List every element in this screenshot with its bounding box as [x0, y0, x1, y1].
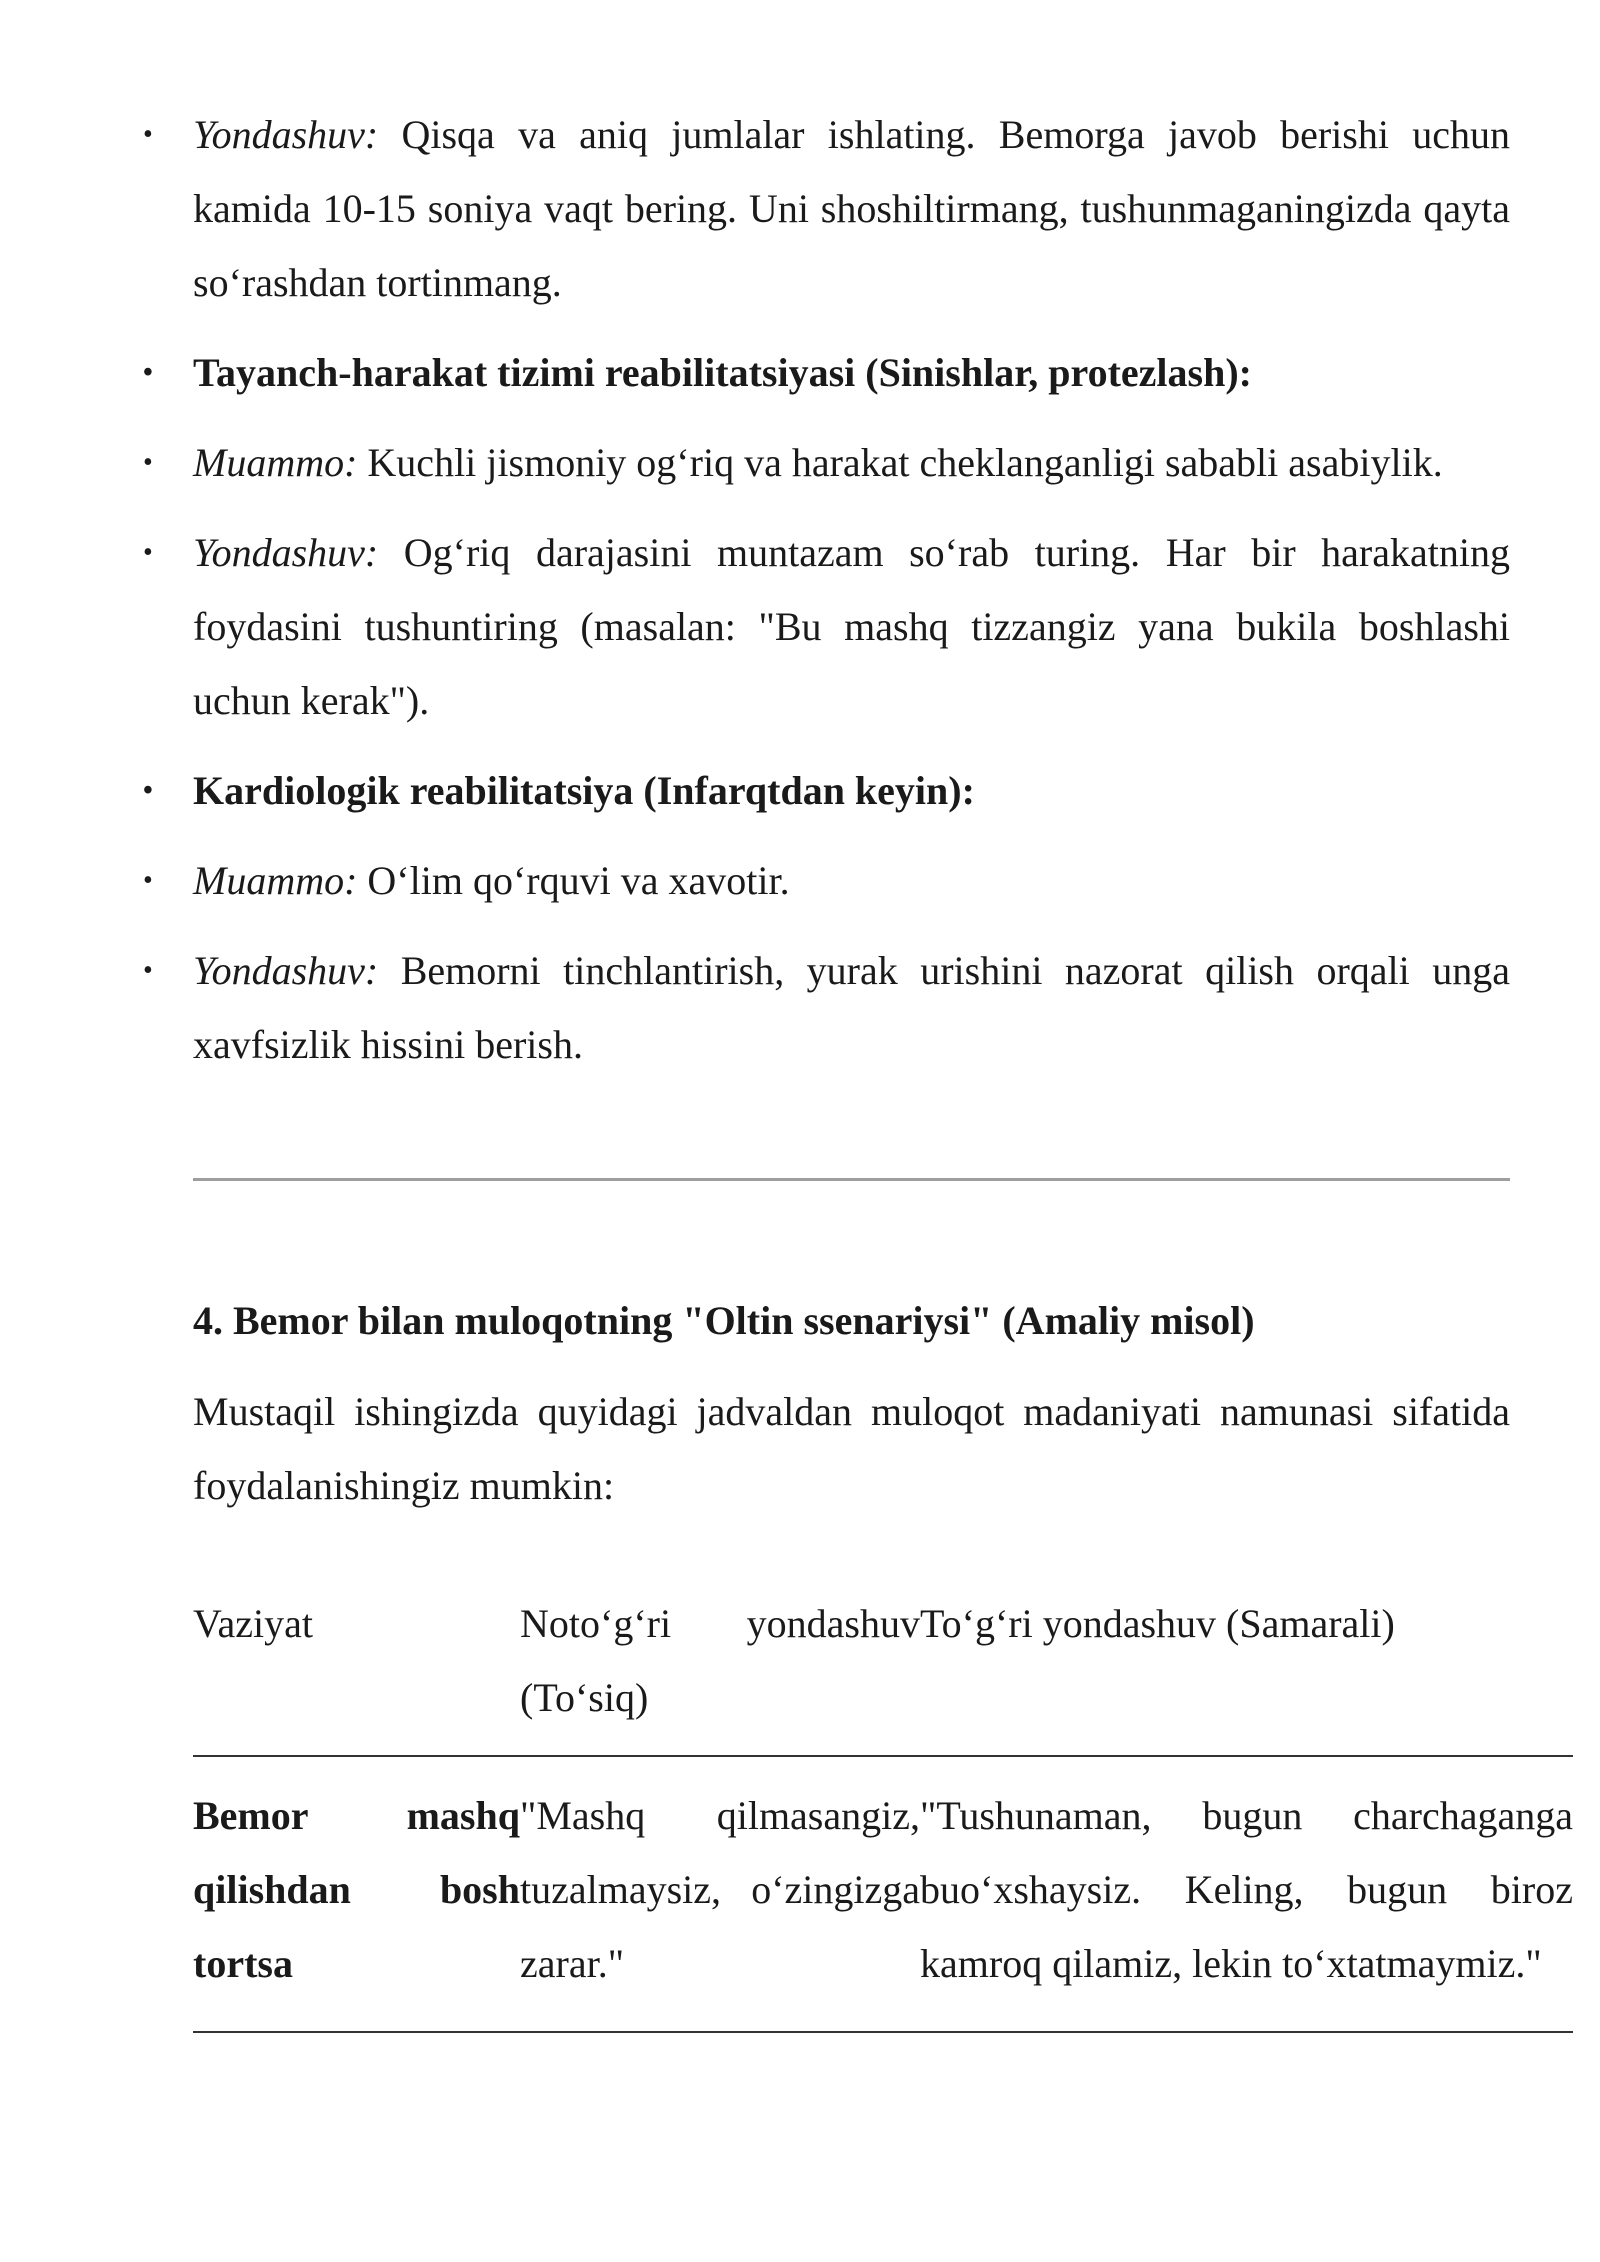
- bullet-text: O‘lim qo‘rquvi va xavotir.: [357, 858, 790, 903]
- bullet-list: [193, 98, 1510, 1098]
- table-cell: "Mashq qilmasangiz, tuzalmaysiz, o‘zingizga zarar.": [520, 1793, 920, 1986]
- bullet-lead: Muammo:: [193, 440, 358, 485]
- bullet-heading: [193, 754, 1510, 828]
- section-title: 4. Bemor bilan muloqotning "Oltin ssenariysi" (Amaliy misol): [193, 1298, 1255, 1343]
- bullet-lead: Yondashuv:: [193, 530, 379, 575]
- bullet-heading: [193, 336, 1510, 410]
- horizontal-divider: [193, 1178, 1510, 1181]
- bullet-lead: Yondashuv:: [193, 112, 379, 157]
- table-header-row: [193, 1587, 1573, 1735]
- table-rule: [193, 1755, 1573, 1757]
- table-cell: "Tushunaman, bugun charchaganga buo‘xshaysiz. Keling, bugun biroz kamroq qilamiz, lekin to‘xtatmaymiz.": [920, 1793, 1573, 1986]
- section-intro: Mustaqil ishingizda quyidagi jadvaldan muloqot madaniyati namunasi sifatida foydalanishingiz mumkin:: [193, 1389, 1510, 1508]
- table-rule: [193, 2031, 1573, 2033]
- bullet-item: [193, 516, 1510, 738]
- bullet-heading-text: Tayanch-harakat tizimi reabilitatsiyasi (Sinishlar, protezlash):: [193, 350, 1252, 395]
- bullet-text: Kuchli jismoniy og‘riq va harakat cheklanganligi sababli asabiylik.: [357, 440, 1443, 485]
- bullet-lead: Yondashuv:: [193, 948, 379, 993]
- bullet-item: [193, 98, 1510, 320]
- table-row: [193, 1779, 1573, 2001]
- bullet-text: Og‘riq darajasini muntazam so‘rab turing. Har bir harakatning foydasini tushuntiring (masalan: "Bu mashq tizzangiz yana bukila boshlashi uchun kerak").: [193, 530, 1510, 723]
- table-cell: Bemor mashq qilishdan bosh tortsa: [193, 1793, 520, 1986]
- bullet-item: [193, 934, 1510, 1082]
- table-header-cell: Vaziyat: [193, 1601, 313, 1646]
- bullet-text: Bemorni tinchlantirish, yurak urishini nazorat qilish orqali unga xavfsizlik hissini berish.: [193, 948, 1510, 1067]
- table-header-cell: Noto‘g‘ri yondashuv (To‘siq): [520, 1601, 920, 1720]
- table-header-cell: To‘g‘ri yondashuv (Samarali): [920, 1601, 1395, 1646]
- bullet-text: Qisqa va aniq jumlalar ishlating. Bemorga javob berishi uchun kamida 10-15 soniya vaqt bering. Uni shoshiltirmang, tushunmaganingizda qayta so‘rashdan tortinmang.: [193, 112, 1510, 305]
- comparison-table: [193, 1587, 1573, 2033]
- bullet-lead: Muammo:: [193, 858, 358, 903]
- bullet-item: [193, 426, 1510, 500]
- bullet-item: [193, 844, 1510, 918]
- bullet-heading-text: Kardiologik reabilitatsiya (Infarqtdan keyin):: [193, 768, 975, 813]
